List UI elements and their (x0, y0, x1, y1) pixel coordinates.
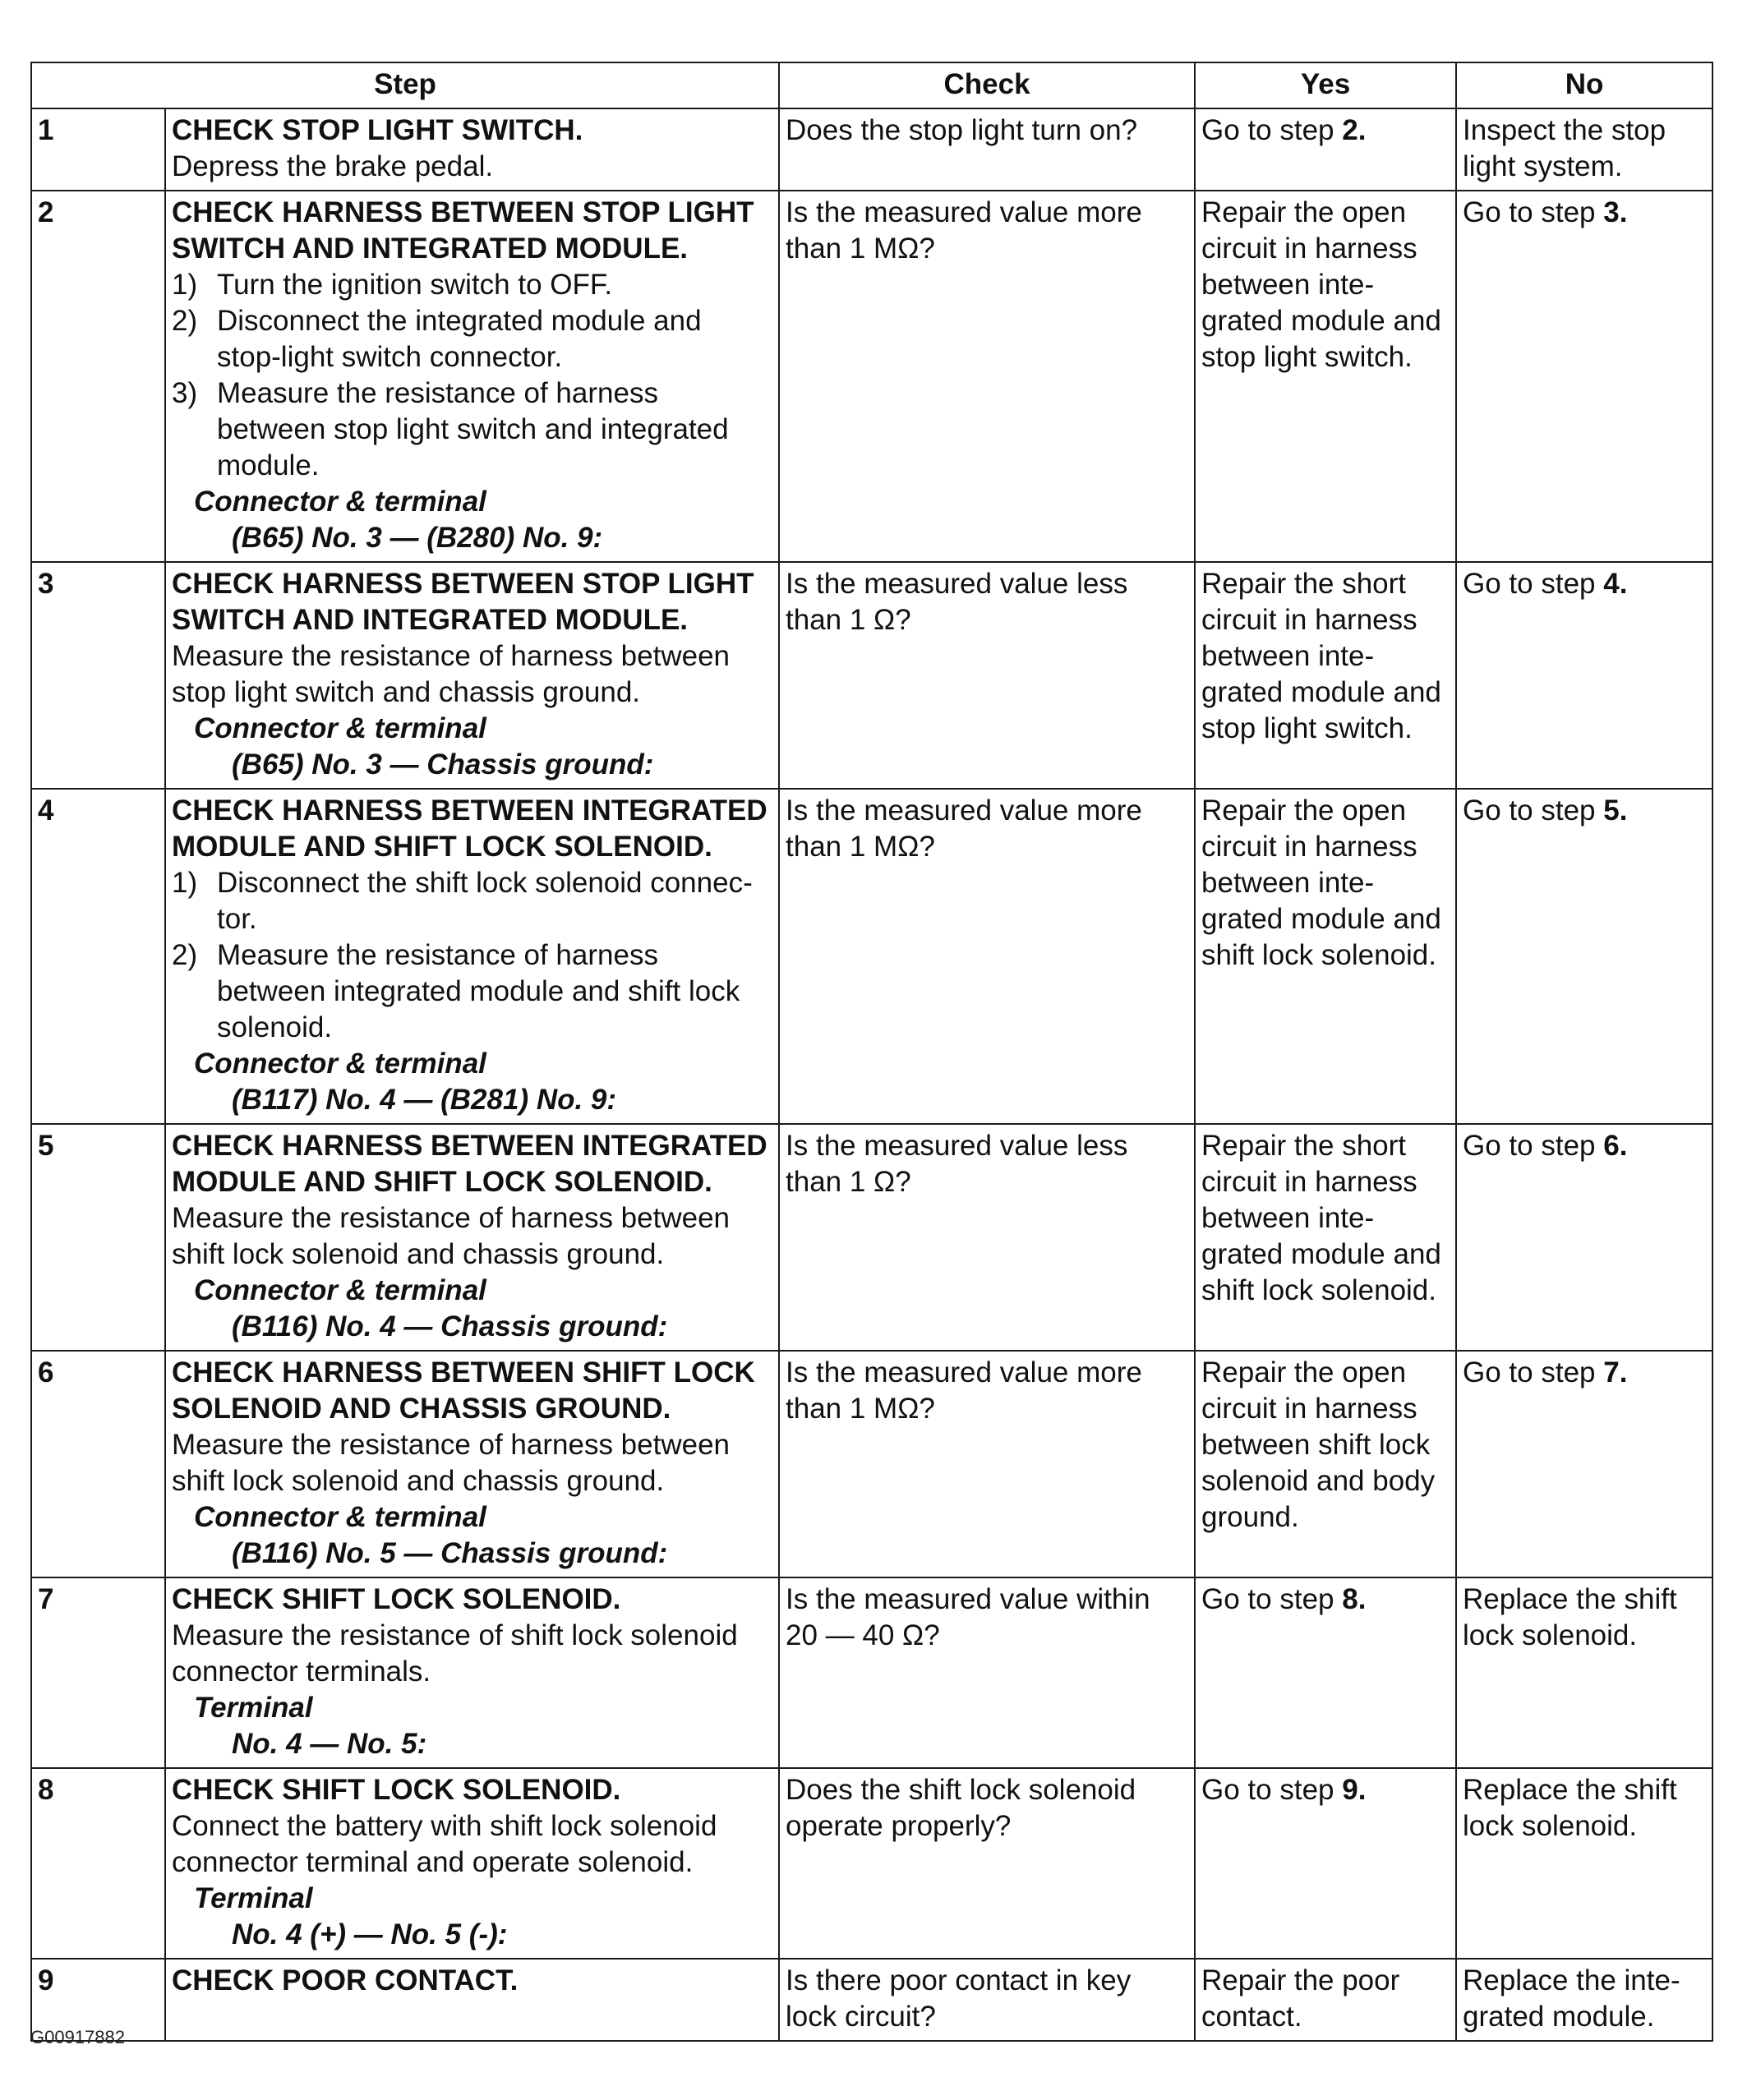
table-row (31, 191, 1712, 562)
step-cell (165, 1959, 779, 2041)
table-row (31, 1124, 1712, 1351)
substep-list (172, 865, 772, 1046)
check-cell: Is the measured value less than 1 Ω? (779, 1124, 1195, 1351)
substep (172, 865, 772, 937)
table-row (31, 789, 1712, 1124)
substep-list (172, 267, 772, 484)
header-no: No (1456, 62, 1712, 108)
check-cell: Is the measured value less than 1 Ω? (779, 562, 1195, 789)
table-row (31, 562, 1712, 789)
step-number: 1 (31, 108, 165, 191)
connector-label: Connector & terminal (194, 486, 486, 518)
no-cell (1456, 1124, 1712, 1351)
no-prefix: Go to step (1463, 1356, 1604, 1388)
no-cell: Replace the shift lock solenoid. (1456, 1577, 1712, 1768)
no-step-ref: 6. (1603, 1130, 1628, 1162)
step-title: CHECK HARNESS BETWEEN STOP LIGHT SWITCH AND INTEGRATED MODULE. (172, 196, 754, 265)
header-yes: Yes (1195, 62, 1456, 108)
step-number: 7 (31, 1577, 165, 1768)
terminal-value: No. 4 (+) — No. 5 (-): (232, 1918, 508, 1950)
no-cell: Replace the inte-grated module. (1456, 1959, 1712, 2041)
yes-cell: Repair the open circuit in harness between inte-grated module and shift lock solenoid. (1195, 789, 1456, 1124)
step-cell (165, 191, 779, 562)
no-cell (1456, 191, 1712, 562)
figure-id: G00917882 (30, 2027, 125, 2047)
step-number: 8 (31, 1768, 165, 1959)
step-number: 3 (31, 562, 165, 789)
connector-value: (B116) No. 4 — Chassis ground: (232, 1310, 668, 1342)
substep-text: Measure the resistance of harness between integrated module and shift lock solenoid. (217, 939, 740, 1043)
table-row (31, 1351, 1712, 1577)
step-title: CHECK HARNESS BETWEEN INTEGRATED MODULE AND SHIFT LOCK SOLENOID. (172, 1130, 767, 1198)
step-cell (165, 108, 779, 191)
check-cell: Does the shift lock solenoid operate properly? (779, 1768, 1195, 1959)
step-number: 5 (31, 1124, 165, 1351)
yes-cell: Repair the short circuit in harness between inte-grated module and shift lock solenoid. (1195, 1124, 1456, 1351)
step-cell (165, 789, 779, 1124)
connector-label: Connector & terminal (194, 1048, 486, 1080)
step-title: CHECK SHIFT LOCK SOLENOID. (172, 1583, 621, 1615)
yes-cell: Repair the poor contact. (1195, 1959, 1456, 2041)
no-prefix: Go to step (1463, 794, 1604, 827)
header-step: Step (31, 62, 779, 108)
yes-cell: Repair the open circuit in harness between inte-grated module and stop light switch. (1195, 191, 1456, 562)
yes-prefix: Go to step (1201, 1583, 1343, 1615)
no-cell: Replace the shift lock solenoid. (1456, 1768, 1712, 1959)
substep-index: 2) (172, 939, 198, 971)
header-row (31, 62, 1712, 108)
no-prefix: Go to step (1463, 196, 1604, 228)
terminal-label: Terminal (194, 1882, 313, 1914)
substep (172, 267, 772, 303)
no-step-ref: 4. (1603, 568, 1628, 600)
substep (172, 303, 772, 375)
step-cell (165, 1768, 779, 1959)
step-cell (165, 562, 779, 789)
substep-text: Disconnect the integrated module and stop-light switch connector. (217, 305, 702, 373)
diagnostic-table (30, 62, 1713, 2042)
no-cell (1456, 1351, 1712, 1577)
step-title: CHECK HARNESS BETWEEN STOP LIGHT SWITCH AND INTEGRATED MODULE. (172, 568, 754, 636)
check-cell: Is the measured value more than 1 MΩ? (779, 789, 1195, 1124)
yes-cell: Repair the open circuit in harness between shift lock solenoid and body ground. (1195, 1351, 1456, 1577)
connector-value: (B117) No. 4 — (B281) No. 9: (232, 1084, 617, 1116)
no-prefix: Go to step (1463, 568, 1604, 600)
check-cell: Is the measured value more than 1 MΩ? (779, 1351, 1195, 1577)
check-cell: Does the stop light turn on? (779, 108, 1195, 191)
connector-value: (B116) No. 5 — Chassis ground: (232, 1537, 668, 1569)
yes-cell (1195, 1577, 1456, 1768)
step-number: 6 (31, 1351, 165, 1577)
step-title: CHECK HARNESS BETWEEN SHIFT LOCK SOLENOID AND CHASSIS GROUND. (172, 1356, 755, 1425)
check-cell: Is the measured value within 20 — 40 Ω? (779, 1577, 1195, 1768)
no-step-ref: 3. (1603, 196, 1628, 228)
substep (172, 375, 772, 484)
yes-prefix: Go to step (1201, 1774, 1343, 1806)
substep (172, 937, 772, 1046)
substep-text: Measure the resistance of harness between stop light switch and integrated module. (217, 377, 729, 481)
no-step-ref: 5. (1603, 794, 1628, 827)
table-row (31, 108, 1712, 191)
yes-step-ref: 9. (1342, 1774, 1367, 1806)
yes-cell (1195, 108, 1456, 191)
substep-index: 1) (172, 867, 198, 899)
no-cell: Inspect the stop light system. (1456, 108, 1712, 191)
yes-prefix: Go to step (1201, 114, 1343, 146)
step-number: 4 (31, 789, 165, 1124)
step-title: CHECK SHIFT LOCK SOLENOID. (172, 1774, 621, 1806)
connector-label: Connector & terminal (194, 1501, 486, 1533)
step-number: 2 (31, 191, 165, 562)
step-cell (165, 1577, 779, 1768)
step-text: Measure the resistance of harness between shift lock solenoid and chassis ground. (172, 1202, 730, 1270)
no-prefix: Go to step (1463, 1130, 1604, 1162)
no-cell (1456, 562, 1712, 789)
table-row (31, 1577, 1712, 1768)
substep-index: 3) (172, 377, 198, 409)
no-step-ref: 7. (1603, 1356, 1628, 1388)
step-text: Measure the resistance of harness between stop light switch and chassis ground. (172, 640, 730, 708)
yes-step-ref: 8. (1342, 1583, 1367, 1615)
substep-index: 1) (172, 269, 198, 301)
step-title: CHECK STOP LIGHT SWITCH. (172, 114, 583, 146)
substep-text: Turn the ignition switch to OFF. (217, 269, 613, 301)
table-row (31, 1768, 1712, 1959)
step-text: Measure the resistance of shift lock solenoid connector terminals. (172, 1619, 738, 1688)
yes-cell: Repair the short circuit in harness between inte-grated module and stop light switch. (1195, 562, 1456, 789)
step-text: Depress the brake pedal. (172, 150, 494, 182)
terminal-label: Terminal (194, 1692, 313, 1724)
substep-text: Disconnect the shift lock solenoid connec-tor. (217, 867, 753, 935)
connector-value: (B65) No. 3 — (B280) No. 9: (232, 522, 603, 554)
table-row (31, 1959, 1712, 2041)
step-text: Connect the battery with shift lock solenoid connector terminal and operate solenoid. (172, 1810, 717, 1878)
connector-value: (B65) No. 3 — Chassis ground: (232, 748, 654, 781)
step-cell (165, 1351, 779, 1577)
terminal-value: No. 4 — No. 5: (232, 1728, 427, 1760)
step-title: CHECK POOR CONTACT. (172, 1964, 519, 1996)
no-cell (1456, 789, 1712, 1124)
connector-label: Connector & terminal (194, 1274, 486, 1306)
connector-label: Connector & terminal (194, 712, 486, 744)
check-cell: Is there poor contact in key lock circuit? (779, 1959, 1195, 2041)
check-cell: Is the measured value more than 1 MΩ? (779, 191, 1195, 562)
header-check: Check (779, 62, 1195, 108)
step-number: 9 (31, 1959, 165, 2041)
yes-step-ref: 2. (1342, 114, 1367, 146)
yes-cell (1195, 1768, 1456, 1959)
step-cell (165, 1124, 779, 1351)
step-title: CHECK HARNESS BETWEEN INTEGRATED MODULE AND SHIFT LOCK SOLENOID. (172, 794, 767, 863)
step-text: Measure the resistance of harness between shift lock solenoid and chassis ground. (172, 1429, 730, 1497)
substep-index: 2) (172, 305, 198, 337)
